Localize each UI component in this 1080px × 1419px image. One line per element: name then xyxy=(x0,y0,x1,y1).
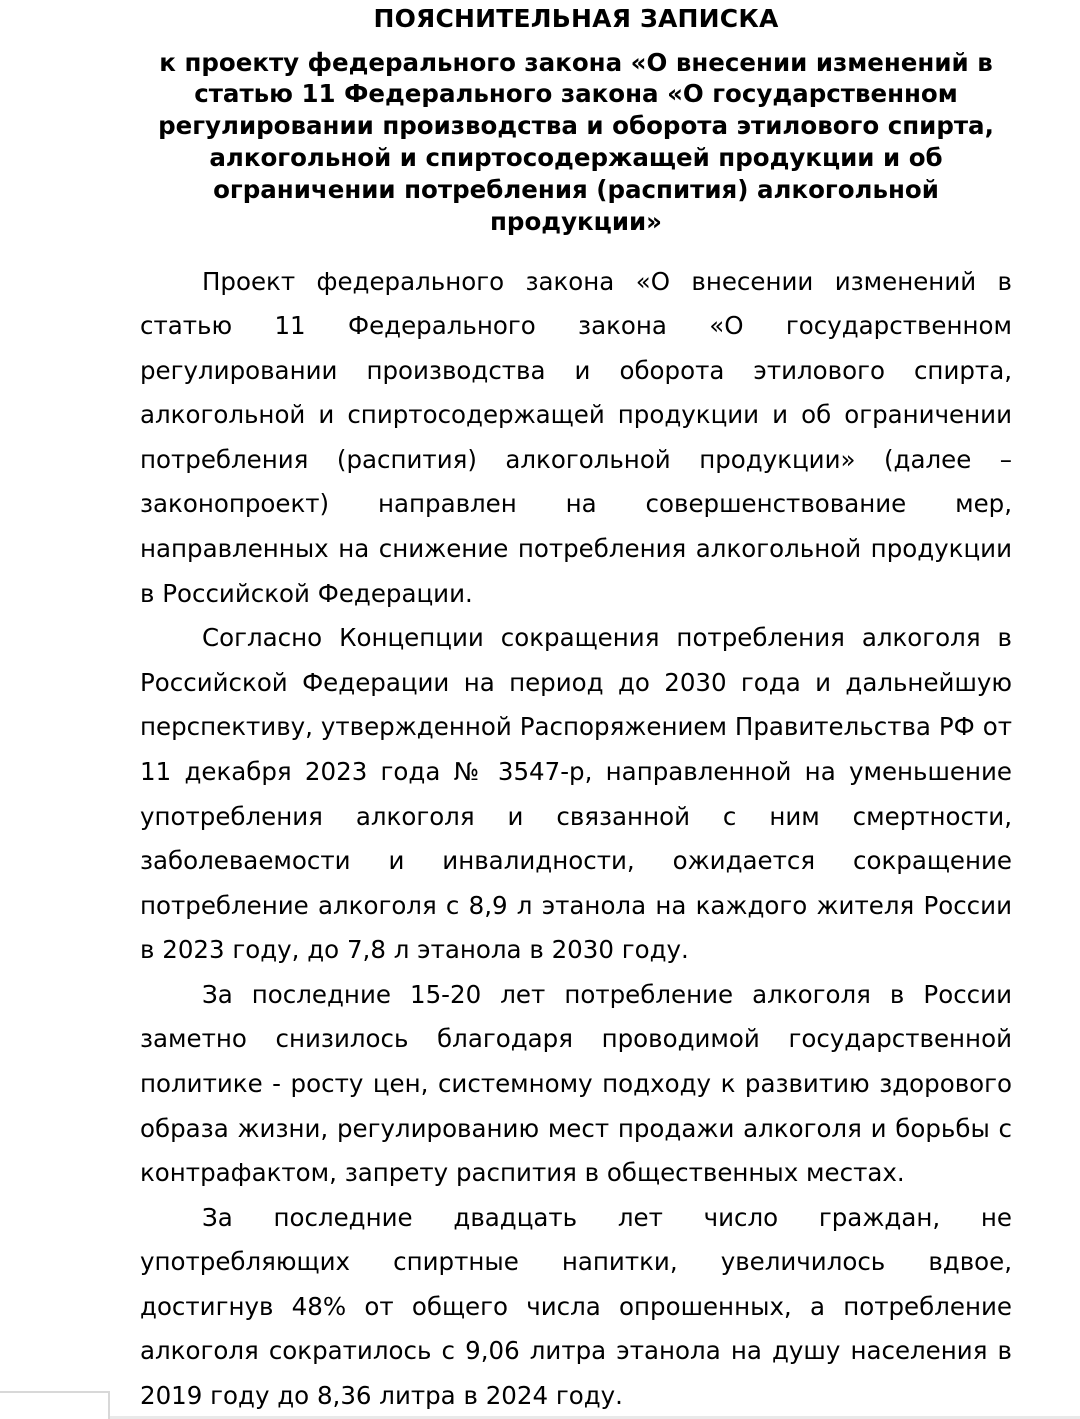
paragraph: Согласно Концепции сокращения потребления алкоголя в Российской Федерации на период до 2030 года и дальнейшую перспективу, утвержденной Распоряжением Правительства РФ от 11 декабря 2023 года № 3547-р, направленной на уменьшение употребления алкоголя и связанной с ним смертности, заболеваемости и инвалидности, ожидается сокращение потребление алкоголя с 8,9 л этанола на каждого жителя России в 2023 году, до 7,8 л этанола в 2030 году. xyxy=(140,623,1012,965)
paragraph: Проект федерального закона «О внесении изменений в статью 11 Федерального закона «О государственном регулировании производства и оборота этилового спирта, алкогольной и спиртосодержащей продукции и об ограничении потребления (распития) алкогольной продукции» (далее – законопроект) направлен на совершенствование мер, направленных на снижение потребления алкогольной продукции в Российской Федерации. xyxy=(140,266,1012,608)
paragraph: За последние двадцать лет число граждан, не употребляющих спиртные напитки, увеличилось вдвое, достигнув 48% от общего числа опрошенных, а потребление алкоголя сократилось с 9,06 литра этанола на душу населения в 2019 году до 8,36 литра в 2024 году. xyxy=(140,1202,1012,1411)
page-title: ПОЯСНИТЕЛЬНАЯ ЗАПИСКА xyxy=(373,4,779,33)
paragraph: За последние 15-20 лет потребление алкоголя в России заметно снизилось благодаря проводимой государственной политике - росту цен, системному подходу к развитию здорового образа жизни, регулированию мест продажи алкоголя и борьбы с контрафактом, запрету распития в общественных местах. xyxy=(140,979,1012,1188)
document-subtitle: к проекту федерального закона «О внесении изменений в статью 11 Федерального закона «О государственном регулировании производства и оборота этилового спирта, алкогольной и спиртосодержащей продукции и об ограничении потребления (распития) алкогольной продукции» xyxy=(158,47,994,236)
page-corner-artifact xyxy=(0,1391,110,1419)
page-bottom-edge xyxy=(0,1416,1080,1419)
document-body xyxy=(140,260,1012,1419)
